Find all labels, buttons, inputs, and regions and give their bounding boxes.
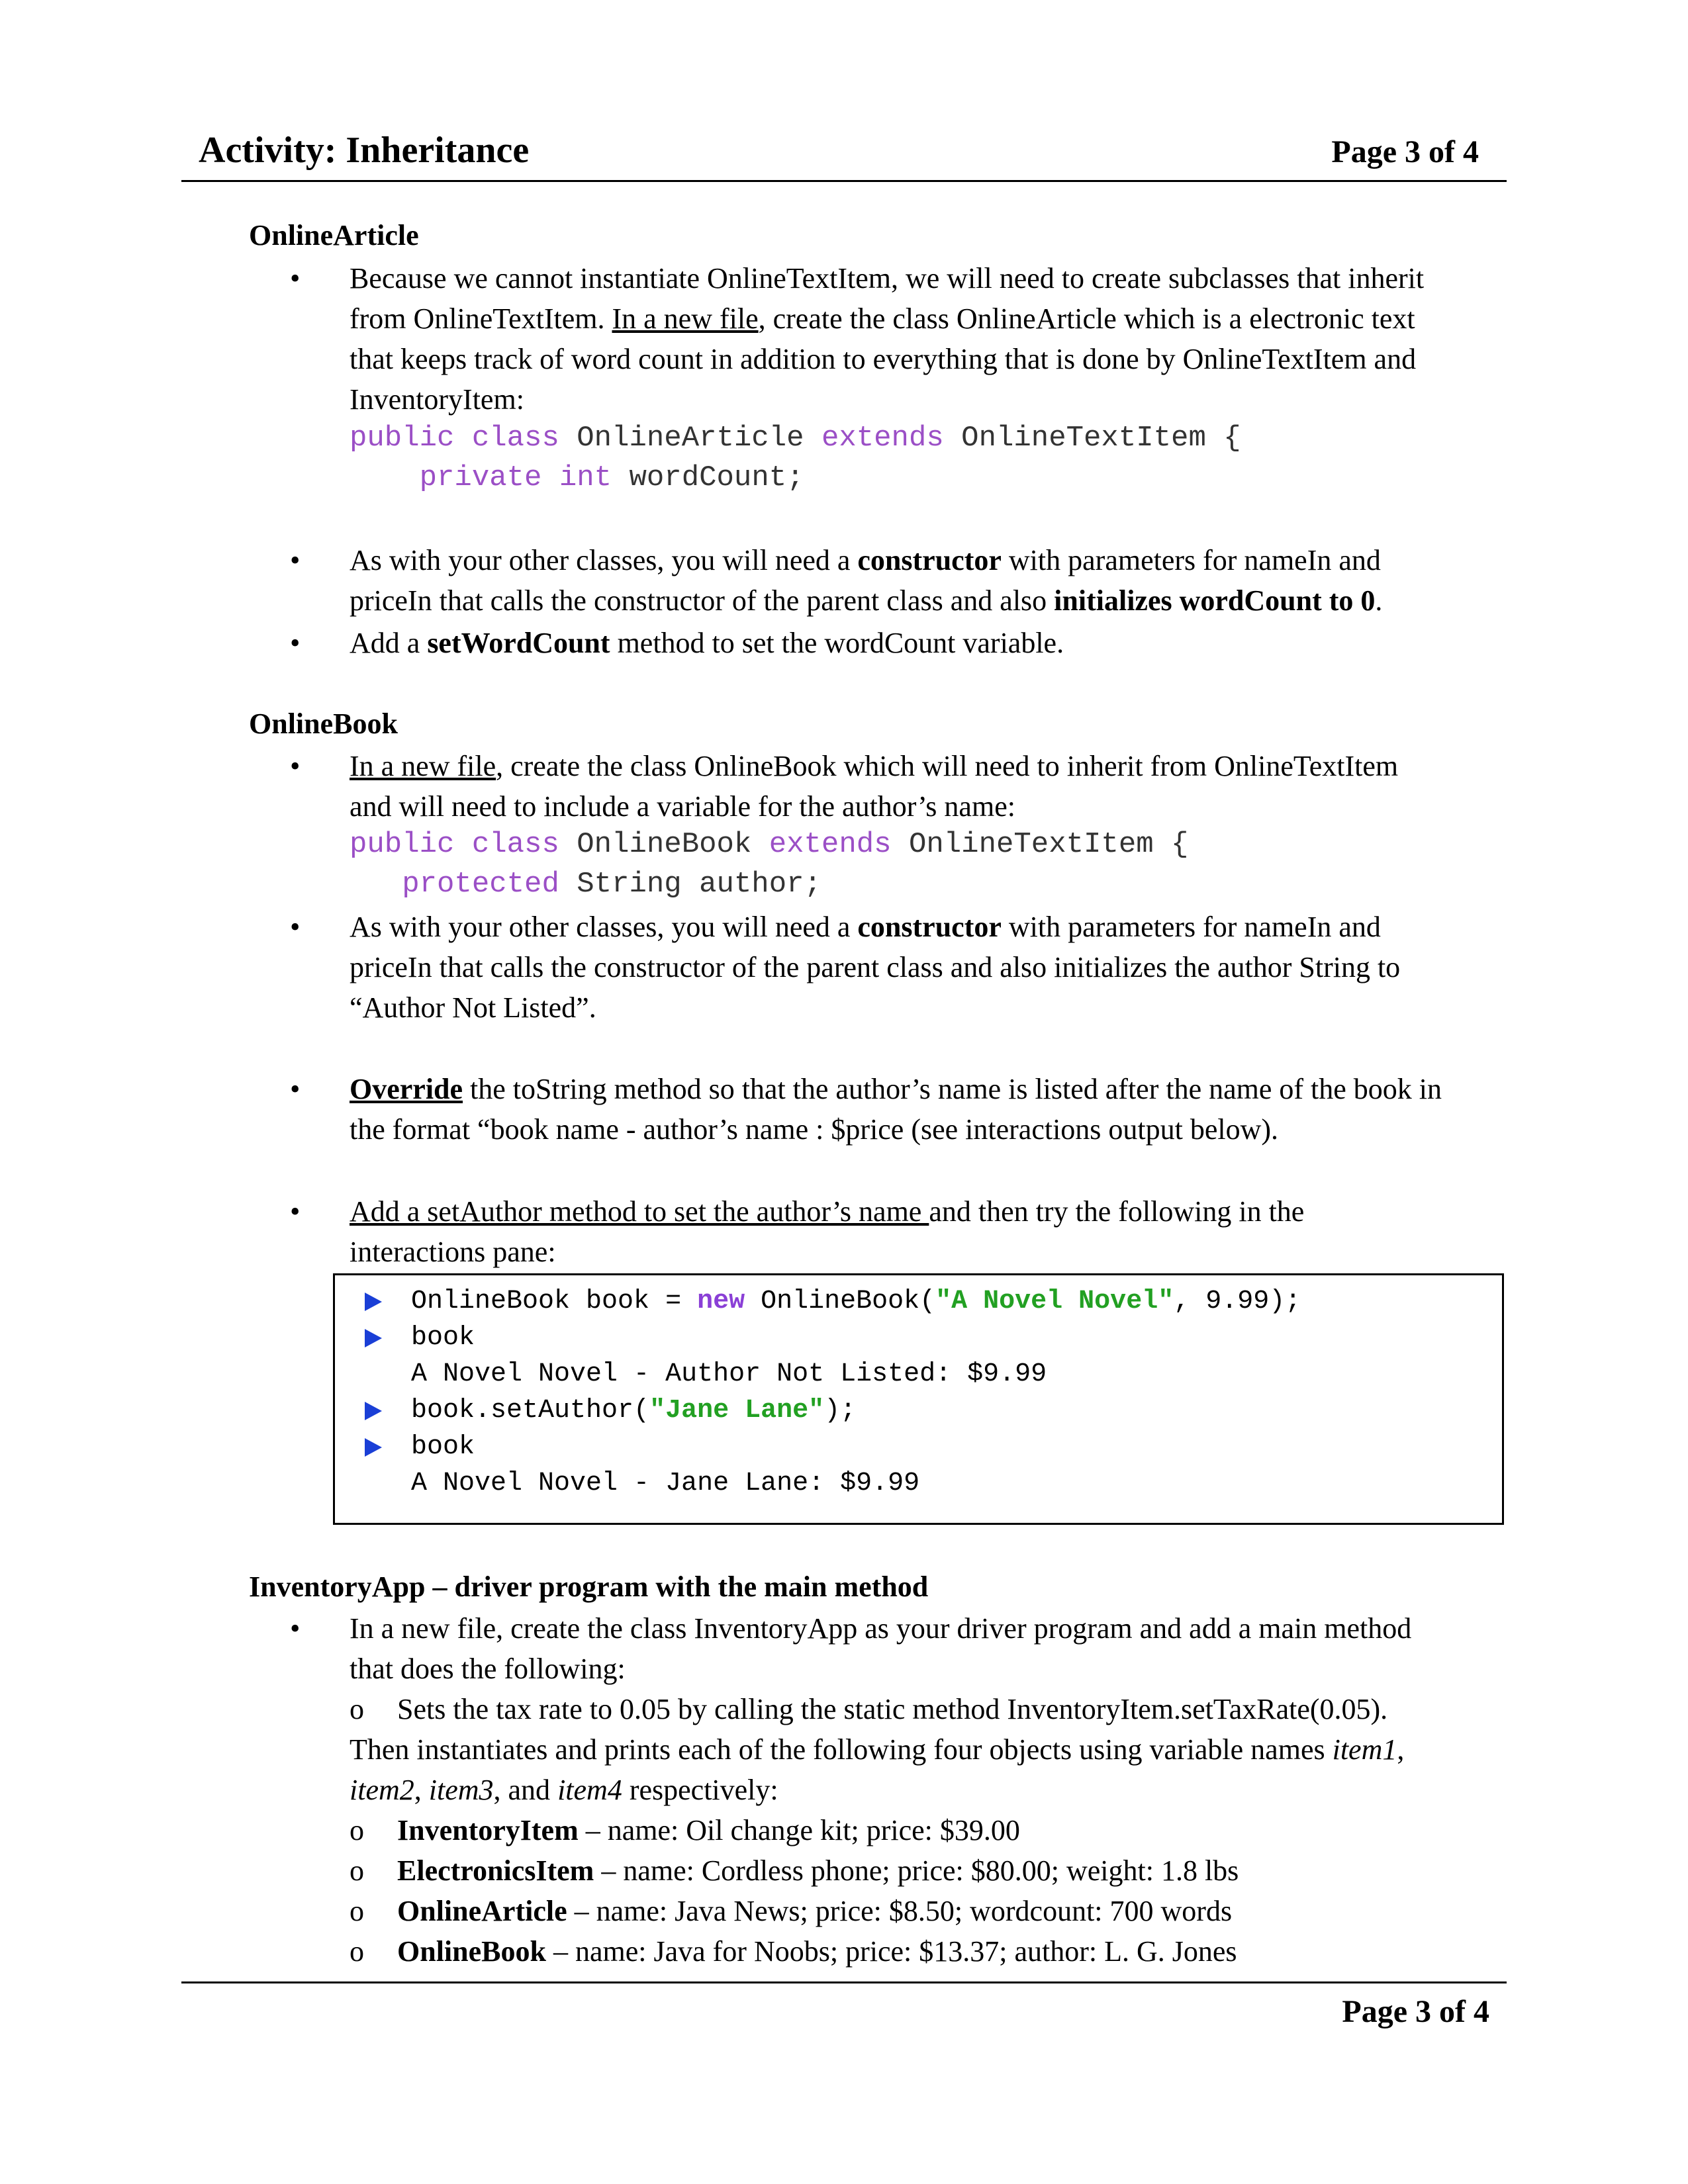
bullet-icon: • xyxy=(290,911,301,943)
text-line: interactions pane: xyxy=(350,1236,556,1268)
text-line xyxy=(350,580,1515,621)
text-line xyxy=(350,1069,1515,1109)
text-span: As with your other classes, you will need a xyxy=(350,544,858,576)
online-book-bullet-2 xyxy=(350,907,1515,1028)
text-line xyxy=(350,1729,1515,1770)
footer-rule xyxy=(181,1981,1507,1983)
code-text: OnlineBook book = xyxy=(411,1287,698,1316)
text-line xyxy=(350,907,1515,947)
online-book-bullet-1 xyxy=(350,746,1515,827)
text-span: , create the class OnlineArticle which is a electronic text xyxy=(758,302,1415,335)
text-span: , and xyxy=(493,1774,558,1806)
header-page-number: Page 3 of 4 xyxy=(1331,134,1479,169)
code-string: "A Novel Novel" xyxy=(935,1287,1174,1316)
text-line: the format “book name - author’s name : $price (see interactions output below). xyxy=(350,1113,1279,1146)
italic-text: item2 xyxy=(350,1774,414,1806)
bullet-icon: • xyxy=(290,262,301,295)
text-line xyxy=(350,298,1515,339)
text-line: Because we cannot instantiate OnlineTextItem, we will need to create subclasses that inherit xyxy=(350,262,1425,295)
bold-text: OnlineBook xyxy=(397,1935,546,1968)
footer-page-number: Page 3 of 4 xyxy=(1342,1994,1489,2029)
bold-underlined-text: Override xyxy=(350,1073,463,1105)
italic-text: item4 xyxy=(557,1774,622,1806)
code-keyword: protected xyxy=(402,868,559,901)
code-snippet-online-article xyxy=(350,418,1241,498)
text-span: and then try the following in the xyxy=(929,1195,1305,1228)
sub-bullet-icon: o xyxy=(350,1814,364,1846)
online-article-bullet-3 xyxy=(350,623,1515,663)
text-line xyxy=(350,1770,1515,1810)
page-title: Activity: Inheritance xyxy=(199,130,530,171)
online-book-bullet-4 xyxy=(350,1191,1515,1272)
bold-text: InventoryItem xyxy=(397,1814,579,1846)
underlined-text: Add a setAuthor method to set the author’s name xyxy=(350,1195,929,1228)
section-heading-inventory-app: InventoryApp – driver program with the main method xyxy=(249,1570,929,1603)
code-keyword: extends xyxy=(821,422,944,455)
sub-bullet-icon: o xyxy=(350,1895,364,1927)
text-span: . xyxy=(1375,584,1383,617)
code-keyword: new xyxy=(697,1287,745,1316)
text-line: priceIn that calls the constructor of the parent class and also initializes the author String to xyxy=(350,951,1401,983)
interaction-input-line xyxy=(411,1284,1301,1320)
bold-text: setWordCount xyxy=(427,627,610,659)
text-line xyxy=(350,623,1515,663)
code-text: ); xyxy=(824,1396,857,1426)
bullet-icon: • xyxy=(290,1195,301,1228)
text-line xyxy=(350,540,1515,580)
underlined-text: In a new file xyxy=(612,302,759,335)
prompt-arrow-icon xyxy=(365,1329,382,1347)
prompt-arrow-icon xyxy=(365,1402,382,1420)
online-article-bullet-2 xyxy=(350,540,1515,621)
code-text: OnlineTextItem { xyxy=(943,422,1241,455)
object-item-2 xyxy=(397,1850,1239,1891)
code-keyword: extends xyxy=(769,828,892,861)
text-span: priceIn that calls the constructor of the parent class and also xyxy=(350,584,1055,617)
text-span: method to set the wordCount variable. xyxy=(610,627,1064,659)
code-snippet-online-book xyxy=(350,825,1188,904)
italic-text: item1 xyxy=(1332,1733,1397,1766)
section-heading-online-book: OnlineBook xyxy=(249,707,398,740)
text-span: – name: Java News; price: $8.50; wordcount: 700 words xyxy=(567,1895,1233,1927)
object-item-3 xyxy=(397,1891,1232,1931)
section-heading-online-article: OnlineArticle xyxy=(249,219,419,251)
code-text: String author; xyxy=(559,868,821,901)
text-line: “Author Not Listed”. xyxy=(350,991,596,1024)
online-book-bullet-3 xyxy=(350,1069,1515,1150)
code-text: OnlineArticle xyxy=(559,422,821,455)
interactions-pane-box xyxy=(333,1273,1504,1525)
text-span: , create the class OnlineBook which will need to inherit from OnlineTextItem xyxy=(496,750,1399,782)
text-line: In a new file, create the class InventoryApp as your driver program and add a main method xyxy=(350,1612,1412,1645)
code-text: wordCount; xyxy=(612,461,804,494)
text-span: Add a xyxy=(350,627,428,659)
text-line xyxy=(350,746,1515,786)
interaction-input-line: book xyxy=(411,1323,475,1353)
text-line: that keeps track of word count in addition to everything that is done by OnlineTextItem and xyxy=(350,343,1417,375)
text-span: with parameters for nameIn and xyxy=(1001,544,1381,576)
text-span: – name: Oil change kit; price: $39.00 xyxy=(578,1814,1020,1846)
header-rule xyxy=(181,180,1507,182)
interaction-input-line: book xyxy=(411,1432,475,1462)
interaction-input-line xyxy=(411,1393,856,1429)
bullet-icon: • xyxy=(290,1612,301,1645)
text-span: – name: Cordless phone; price: $80.00; weight: 1.8 lbs xyxy=(594,1854,1239,1887)
code-text: , 9.99); xyxy=(1174,1287,1301,1316)
code-text: OnlineBook( xyxy=(745,1287,936,1316)
code-string: "Jane Lane" xyxy=(649,1396,825,1426)
text-line: and will need to include a variable for the author’s name: xyxy=(350,790,1015,823)
prompt-arrow-icon xyxy=(365,1438,382,1457)
object-item-4 xyxy=(397,1931,1237,1972)
text-span: As with your other classes, you will need a xyxy=(350,911,858,943)
text-line: InventoryItem: xyxy=(350,383,524,416)
online-article-bullet-1 xyxy=(350,258,1515,420)
bullet-icon: • xyxy=(290,1073,301,1105)
italic-text: item3 xyxy=(428,1774,494,1806)
bullet-icon: • xyxy=(290,627,301,659)
bold-text: ElectronicsItem xyxy=(397,1854,594,1887)
code-text: OnlineBook xyxy=(559,828,769,861)
bold-text: OnlineArticle xyxy=(397,1895,567,1927)
bold-text: constructor xyxy=(857,544,1002,576)
text-span: the toString method so that the author’s name is listed after the name of the book in xyxy=(463,1073,1442,1105)
code-text: book.setAuthor( xyxy=(411,1396,650,1426)
sub-bullet-icon: o xyxy=(350,1693,364,1725)
sub-bullet-icon: o xyxy=(350,1854,364,1887)
text-span: , xyxy=(414,1774,429,1806)
underlined-text: In a new file xyxy=(350,750,496,782)
text-span: from OnlineTextItem. xyxy=(350,302,612,335)
bullet-icon: • xyxy=(290,750,301,782)
text-span: , xyxy=(1397,1733,1405,1766)
code-text: OnlineTextItem { xyxy=(891,828,1189,861)
bullet-icon: • xyxy=(290,544,301,576)
interaction-output-line: A Novel Novel - Jane Lane: $9.99 xyxy=(411,1469,920,1498)
code-keyword: public class xyxy=(350,828,559,861)
prompt-arrow-icon xyxy=(365,1293,382,1311)
inventory-app-bullet-1 xyxy=(350,1608,1515,1689)
sub-bullet-icon: o xyxy=(350,1935,364,1968)
text-line: that does the following: xyxy=(350,1653,626,1685)
inventory-app-then-text xyxy=(350,1729,1515,1810)
code-keyword: private int xyxy=(419,461,612,494)
text-span: – name: Java for Noobs; price: $13.37; author: L. G. Jones xyxy=(545,1935,1237,1968)
bold-text: constructor xyxy=(857,911,1002,943)
inventory-app-sub-1: Sets the tax rate to 0.05 by calling the static method InventoryItem.setTaxRate(0.05). xyxy=(397,1693,1388,1725)
text-span: with parameters for nameIn and xyxy=(1001,911,1381,943)
code-keyword: public class xyxy=(350,422,559,455)
text-span: respectively: xyxy=(622,1774,778,1806)
object-item-1 xyxy=(397,1810,1020,1850)
bold-text: initializes wordCount to 0 xyxy=(1054,584,1376,617)
text-line xyxy=(350,1191,1515,1232)
text-span: Then instantiates and prints each of the following four objects using variable names xyxy=(350,1733,1333,1766)
interaction-output-line: A Novel Novel - Author Not Listed: $9.99 xyxy=(411,1359,1047,1389)
